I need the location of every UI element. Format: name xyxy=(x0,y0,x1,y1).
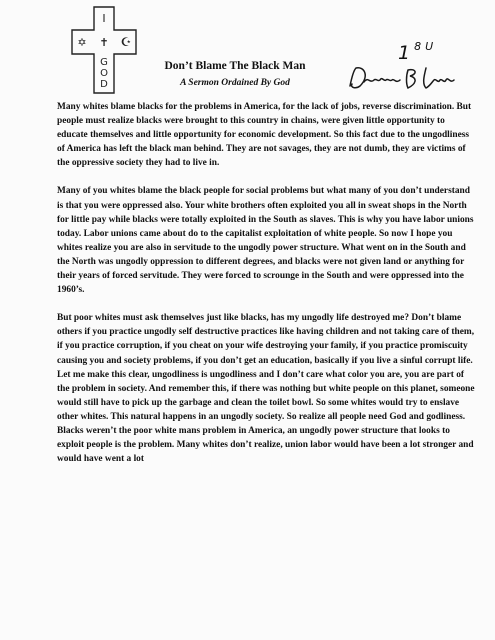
cross-letter-i: I xyxy=(102,12,106,25)
cross-letter-g: G xyxy=(100,57,108,68)
cross-icon: ✝ xyxy=(99,36,109,49)
paragraph-1: Many whites blame blacks for the problems in America, for the lack of jobs, reverse discrimination. But people must realize blacks were brought to this country in chains, were given little opportunity to educate themselves and little opportunity for economic development. So this fact due to the ungodliness of America has left the black man behind. They are not savages, they are not dumb, they are victims of the oppressive society they had to live in. xyxy=(57,102,472,169)
cross-emblem xyxy=(68,4,140,96)
page-number xyxy=(398,40,437,64)
page-subtitle: A Sermon Ordained By God xyxy=(180,78,290,88)
cross-letter-o: O xyxy=(100,68,108,79)
paragraph-2: Many of you whites blame the black people for social problems but what many of you don’t understand is that you were oppressed also. Your white brothers often exploited you all in sweat shops in the North for little pay while blacks were totally exploited in the South as slaves. This is why you have labor unions today. Labor unions came about do to the capitalist exploitation of white people. So now I hope you whites realize you are also in servitude to the ungodly power structure. What went on in the South and the North was ungodly oppression to different degrees, and blacks were not given land or anything for their years of forced servitude. They were forced to scrounge in the South and were oppressed into the 1960’s. xyxy=(57,186,474,296)
page-title: Don’t Blame The Black Man xyxy=(164,60,306,72)
page-number-value: 1 xyxy=(398,42,415,64)
sermon-body xyxy=(57,100,477,480)
crescent-icon: ☪ xyxy=(120,35,132,49)
handwritten-signature xyxy=(346,62,466,94)
star-of-david-icon: ✡ xyxy=(77,36,87,49)
page-note: 8U xyxy=(414,40,438,53)
cross-letter-d: D xyxy=(100,79,108,90)
paragraph-3: But poor whites must ask themselves just like blacks, has my ungodly life destroyed me? Don’t blame others if you practice ungodly self destructive practices like having children and not taking care of them, if you practice corruption, if you cheat on your wife destroying your family, if you practice promiscuity causing you and society problems, if you don’t get an education, basically if you live a sinful corrupt life. Let me make this clear, ungodliness is ungodliness and I don’t care what color you are, you are part of the problem in society. And remember this, if there was nothing but white people on this planet, someone would still have to pick up the garbage and clean the toilet bowl. So some whites would try to enslave other whites. This natural happens in an ungodly society. So realize all people need God and godliness. Blacks weren’t the poor white mans problem in America, an ungodly power structure that looks to exploit people is the problem. Many whites don’t realize, union labor would have been a lot stronger and would have went a lot xyxy=(57,313,475,465)
